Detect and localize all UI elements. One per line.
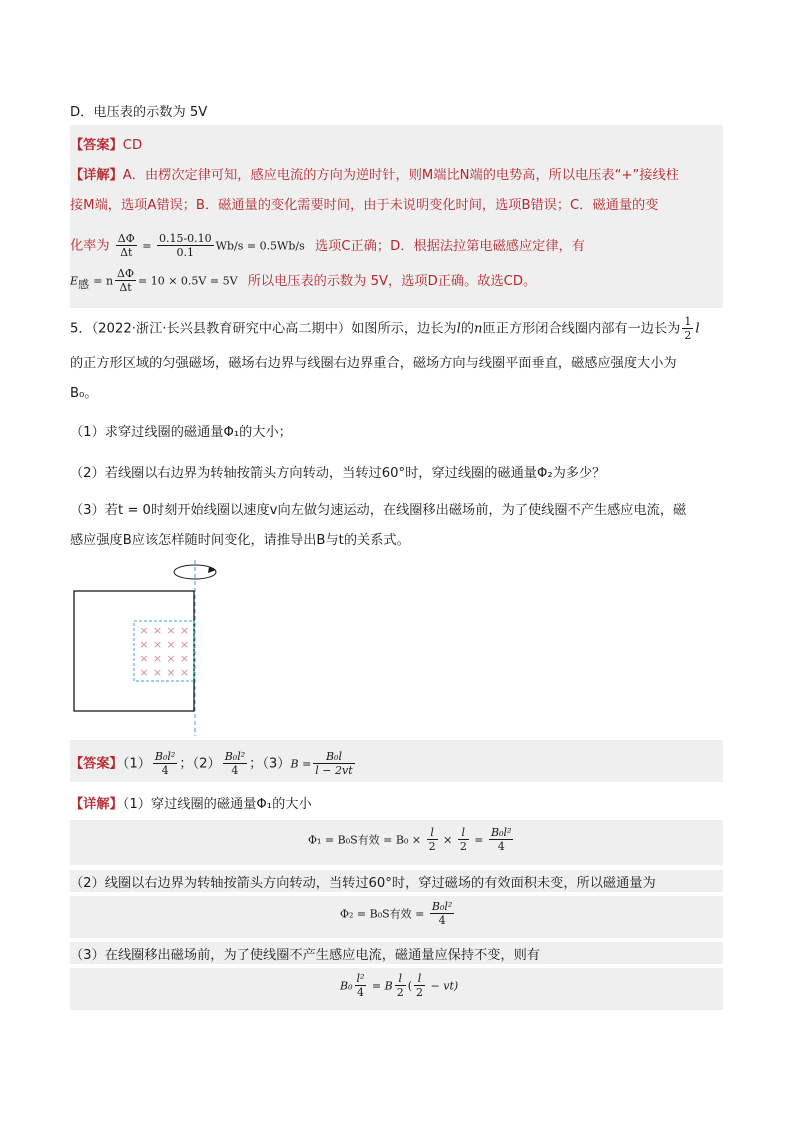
field-mark: × xyxy=(179,638,190,651)
rate-value-fraction: $\frac{0.15-0.10}{0.1}$ xyxy=(158,232,212,259)
field-mark: × xyxy=(152,666,163,679)
emf-mid: = n xyxy=(93,274,114,288)
detail-text: A．由楞次定律可知，感应电流的方向为逆时针，则M端比N端的电势高，所以电压表“+”接线柱 xyxy=(122,168,679,183)
question-2: （2）若线圈以右边界为转轴按箭头方向转动，当转过60°时，穿过线圈的磁通量Φ₂为多少？ xyxy=(70,466,606,481)
answer-label: 【答案】 xyxy=(70,138,123,153)
field-mark: × xyxy=(139,652,149,665)
detail-2-step-3: （3）在线圈移出磁场前，为了使线圈不产生感应电流，磁通量应保持不变，则有 xyxy=(70,948,540,963)
field-mark: × xyxy=(179,624,190,637)
equation-2: Φ₂ = B₀S有效 = $\frac{\text{B₀l²}}{4}$ xyxy=(340,900,453,927)
coil-figure xyxy=(70,558,230,738)
field-mark: × xyxy=(166,638,176,651)
detail-1-line-4 xyxy=(70,267,536,294)
field-mark: × xyxy=(139,638,149,651)
emf-fraction: $\frac{\Delta\Phi}{\Delta t}$ xyxy=(117,267,135,294)
option-d: D．电压表的示数为 5V xyxy=(70,105,208,120)
field-mark: × xyxy=(139,624,149,637)
field-mark: × xyxy=(152,638,163,651)
field-mark: × xyxy=(139,666,149,679)
question-3-line-2: 感应强度B应该怎样随时间变化，请推导出B与t的关系式。 xyxy=(70,533,410,548)
question-1: （1）求穿过线圈的磁通量Φ₁的大小； xyxy=(70,425,292,440)
problem-5-line-2: 的正方形区域的匀强磁场，磁场右边界与线圈右边界重合，磁场方向与线圈平面垂直，磁感应强度大小为 xyxy=(70,356,677,371)
answer-2: 【答案】（1） $\frac{\text{B₀l²}}{4}$ ；（2） $\frac{\text{B₀l²}}{4}$ ；（3）B = $\frac{\text{B₀l}}{l - 2vt}$ xyxy=(70,750,353,777)
rate-fraction: $\frac{\Delta\Phi}{\Delta t}$ xyxy=(117,232,135,259)
answer-label-2: 【答案】 xyxy=(70,756,123,772)
detail-2-step-2: （2）线圈以右边界为转轴按箭头方向转动，当转过60°时，穿过磁场的有效面积未变，所以磁通量为 xyxy=(70,876,656,891)
emf-symbol: E xyxy=(70,274,79,288)
question-3-line-1: （3）若t = 0时刻开始线圈以速度v向左做匀速运动，在线圈移出磁场前，为了使线圈不产生感应电流，磁 xyxy=(70,503,687,518)
answer-1 xyxy=(70,134,142,153)
problem-5-line-1: 5．（2022·浙江·长兴县教育研究中心高二期中）如图所示，边长为l的n匝正方形闭合线圈内部有一边长为 $\frac{1}{2}$ l xyxy=(70,315,700,342)
detail-2-step-1: 【详解】（1）穿过线圈的磁通量Φ₁的大小 xyxy=(70,797,312,812)
field-mark: × xyxy=(152,652,163,665)
detail-1-line-2: 接M端，选项A错误；B．磁通量的变化需要时间，由于未说明变化时间，选项B错误；C．磁通量的变 xyxy=(70,198,659,213)
answer-value: CD xyxy=(122,138,143,153)
detail-label: 【详解】 xyxy=(70,168,123,183)
field-mark: × xyxy=(152,624,163,637)
equation-1: Φ₁ = B₀S有效 = B₀ × $\frac{l}{2}$ × $\frac{l}{2}$ = $\frac{\text{B₀l²}}{4}$ xyxy=(308,826,512,853)
field-mark: × xyxy=(166,624,176,637)
detail-label-2: 【详解】 xyxy=(70,797,123,812)
field-mark: × xyxy=(179,666,190,679)
detail-1-line-1 xyxy=(70,164,679,183)
field-mark: × xyxy=(179,652,190,665)
emf-tail: = 10 × 0.5V = 5V xyxy=(138,274,238,288)
field-marks xyxy=(139,624,189,679)
emf-subscript: 感 xyxy=(78,278,90,292)
rate-tail: Wb/s = 0.5Wb/s xyxy=(215,239,305,253)
problem-5-line-3: B₀。 xyxy=(70,386,98,401)
field-mark: × xyxy=(166,652,176,665)
detail-conclusion: 所以电压表的示数为 5V，选项D正确。故选CD。 xyxy=(247,273,537,289)
equation-3: B₀ $\frac{\text{l²}}{4}$ = B $\frac{l}{2}$ ( $\frac{l}{2}$ − vt) xyxy=(340,972,459,999)
rate-suffix: 选项C正确；D．根据法拉第电磁感应定律，有 xyxy=(314,238,585,254)
half-fraction: $\frac{1}{2}$ xyxy=(684,315,692,342)
rate-prefix: 化率为 xyxy=(70,238,110,254)
detail-1-line-3: 化率为 $\frac{\Delta\Phi}{\Delta t}$ = $\frac{0.15-0.10}{0.1}$ Wb/s = 0.5Wb/s 选项C正确；D．根据法拉第电磁感应定律，有 xyxy=(70,232,585,259)
field-mark: × xyxy=(166,666,176,679)
